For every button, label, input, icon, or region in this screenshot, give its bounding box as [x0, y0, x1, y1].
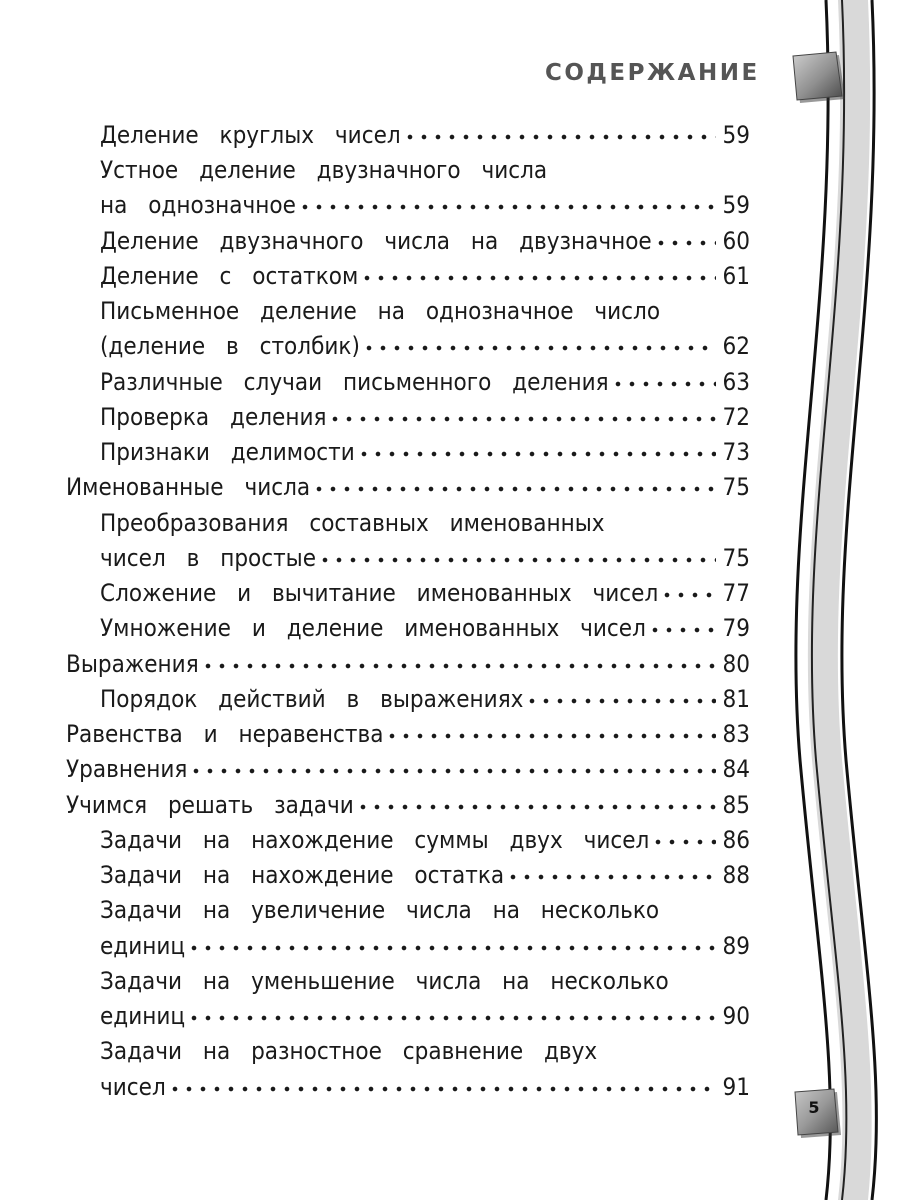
toc-entry [100, 365, 750, 399]
entry-title: Задачи на увеличение числа на несколько [100, 896, 660, 924]
entry-page: 77 [722, 579, 750, 607]
toc-entry [100, 823, 750, 857]
entry-title: Деление двузначного числа на двузначное [100, 227, 652, 255]
dot-leader [328, 405, 716, 425]
entry-page: 62 [722, 332, 750, 360]
toc-entry [100, 858, 750, 892]
dot-leader [525, 687, 716, 707]
entry-title: Деление круглых чисел [100, 121, 401, 149]
entry-title: Устное деление двузначного числа [100, 156, 548, 184]
entry-page: 89 [722, 932, 750, 960]
dot-leader [312, 475, 716, 495]
toc-entry [100, 964, 750, 998]
toc-entry [100, 188, 750, 222]
entry-page: 84 [722, 755, 750, 783]
dot-leader [654, 229, 716, 249]
entry-page: 75 [722, 544, 750, 572]
entry-title: Письменное деление на однозначное число [100, 297, 661, 325]
entry-title: Деление с остатком [100, 262, 359, 290]
entry-page: 63 [722, 368, 750, 396]
entry-page: 91 [722, 1073, 750, 1101]
entry-title: Именованные числа [66, 473, 311, 501]
dot-leader [356, 793, 716, 813]
entry-page: 88 [722, 861, 750, 889]
toc-entry [100, 1034, 750, 1068]
dot-leader [187, 1004, 716, 1024]
toc-entry [66, 717, 750, 751]
entry-page: 79 [722, 614, 750, 642]
entry-title: Равенства и неравенства [66, 720, 384, 748]
dot-leader [360, 264, 716, 284]
dot-leader [187, 934, 716, 954]
toc-entry [100, 893, 750, 927]
page-number: 5 [808, 1098, 820, 1117]
toc-entry [100, 999, 750, 1033]
entry-title: Учимся решать задачи [66, 791, 354, 819]
entry-title: Преобразования составных именованных [100, 509, 605, 537]
toc-entry [100, 259, 750, 293]
toc-entry [100, 576, 750, 610]
toc-entry [100, 118, 750, 152]
entry-title: Умножение и деление именованных чисел [100, 614, 646, 642]
toc-entry [66, 788, 750, 822]
dot-leader [648, 616, 716, 636]
toc-entry [66, 470, 750, 504]
toc-entry [100, 224, 750, 258]
entry-title: чисел в простые [100, 544, 317, 572]
toc-entry [66, 647, 750, 681]
dot-leader [403, 123, 716, 143]
dot-leader [168, 1075, 716, 1095]
entry-title: Проверка деления [100, 403, 327, 431]
entry-title: единиц [100, 1002, 186, 1030]
entry-title: Задачи на нахождение остатка [100, 861, 505, 889]
dot-leader [660, 581, 716, 601]
dot-leader [651, 828, 716, 848]
dot-leader [385, 722, 716, 742]
toc-entry [100, 294, 750, 328]
entry-page: 85 [722, 791, 750, 819]
toc-entry [100, 929, 750, 963]
entry-page: 73 [722, 438, 750, 466]
toc-entry [100, 682, 750, 716]
entry-page: 81 [722, 685, 750, 713]
toc-entry [100, 435, 750, 469]
entry-page: 86 [722, 826, 750, 854]
toc-entry [100, 541, 750, 575]
entry-title: Сложение и вычитание именованных чисел [100, 579, 659, 607]
dot-leader [298, 193, 716, 213]
entry-page: 75 [722, 473, 750, 501]
entry-page: 61 [722, 262, 750, 290]
toc-entry [100, 1070, 750, 1104]
entry-title: единиц [100, 932, 186, 960]
entry-title: Различные случаи письменного деления [100, 368, 609, 396]
toc-entry [100, 611, 750, 645]
toc-entry [66, 752, 750, 786]
entry-title: Уравнения [66, 755, 188, 783]
entry-page: 83 [722, 720, 750, 748]
entry-title: на однозначное [100, 191, 296, 219]
dot-leader [318, 546, 716, 566]
toc-entry [100, 329, 750, 363]
dot-leader [357, 440, 716, 460]
entry-title: (деление в столбик) [100, 332, 360, 360]
entry-page: 59 [722, 191, 750, 219]
entry-title: Порядок действий в выражениях [100, 685, 524, 713]
toc-entry [100, 400, 750, 434]
entry-page: 60 [722, 227, 750, 255]
entry-title: Задачи на нахождение суммы двух чисел [100, 826, 650, 854]
dot-leader [362, 334, 716, 354]
page-title: СОДЕРЖАНИЕ [545, 60, 760, 86]
entry-page: 90 [722, 1002, 750, 1030]
entry-title: Признаки делимости [100, 438, 355, 466]
entry-title: Задачи на разностное сравнение двух [100, 1037, 598, 1065]
dot-leader [506, 863, 716, 883]
toc-entry [100, 506, 750, 540]
toc-entry [100, 153, 750, 187]
entry-page: 59 [722, 121, 750, 149]
dot-leader [189, 757, 716, 777]
entry-title: Задачи на уменьшение числа на несколько [100, 967, 669, 995]
dot-leader [201, 652, 716, 672]
entry-title: чисел [100, 1073, 166, 1101]
entry-page: 80 [722, 650, 750, 678]
entry-title: Выражения [66, 650, 199, 678]
entry-page: 72 [722, 403, 750, 431]
dot-leader [611, 370, 716, 390]
